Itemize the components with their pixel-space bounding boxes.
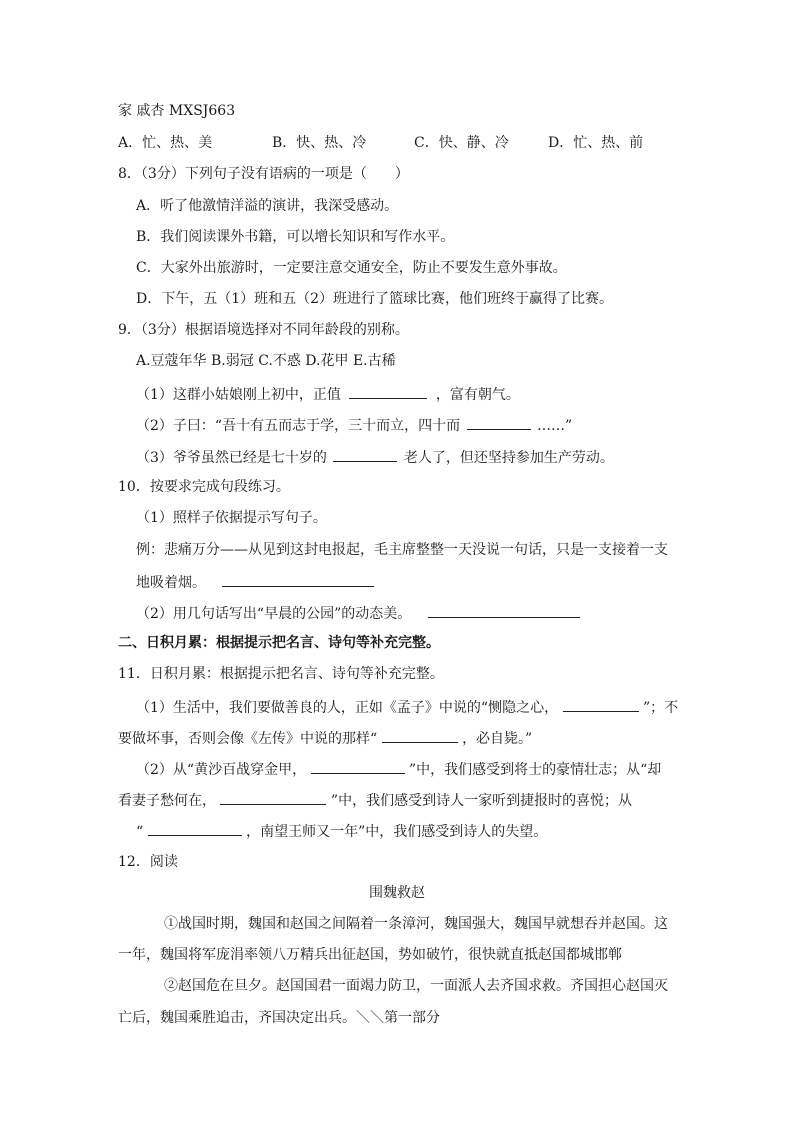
q11-l4-after: ”中，我们感受到诗人一家听到捷报时的喜悦；从 [330, 793, 633, 809]
q10-example-end: 地吸着烟。 [136, 575, 206, 591]
q9-sentence-3 [136, 446, 614, 468]
q10-answer-2-blank[interactable] [428, 602, 580, 618]
reading-para-1-line-1: ①战国时期，魏国和赵国之间隔着一条漳河，魏国强大，魏国早就想吞并赵国。这 [164, 916, 668, 932]
q11-line-4 [118, 789, 632, 811]
q9-s3-blank[interactable] [333, 446, 397, 462]
q11-l2-before: 要做坏事，否则会像《左传》中说的那样“ [118, 731, 378, 747]
q11-blank-1[interactable] [563, 696, 639, 712]
q8-stem: 8．（3分）下列句子没有语病的一项是（ ） [118, 166, 409, 182]
q9-stem: 9．（3分）根据语境选择对不同年龄段的别称。 [118, 322, 409, 338]
q9-s2-blank[interactable] [467, 414, 531, 430]
q7-option-c: C．快、静、冷 [414, 135, 509, 151]
q11-l1-before: （1）生活中，我们要做善良的人，正如《孟子》中说的“恻隐之心， [136, 700, 559, 716]
q10-stem: 10．按要求完成句段练习。 [118, 479, 290, 495]
q11-l3-after: ”中，我们感受到将士的豪情壮志；从“却 [408, 762, 662, 778]
q10-example-line-1: 例：悲痛万分——从见到这封电报起，毛主席整整一天没说一句话，只是一支接着一支 [136, 542, 668, 558]
q10-answer-1-blank[interactable] [222, 571, 374, 587]
q10-example-line-2 [136, 571, 374, 593]
q9-sentence-2 [136, 414, 572, 436]
q11-line-2 [118, 727, 532, 749]
q9-s1-after: ，富有朝气。 [435, 387, 520, 403]
q9-s2-before: （2）子曰：“吾十有五而志于学，三十而立，四十而 [136, 418, 461, 434]
q7-option-d: D．忙、热、前 [548, 135, 644, 151]
q11-stem: 11．日积月累：根据提示把名言、诗句等补充完整。 [118, 666, 444, 682]
q10-part-2 [136, 602, 580, 624]
q11-line-5 [136, 820, 547, 842]
q11-blank-4[interactable] [220, 789, 326, 805]
reading-para-2-line-1: ②赵国危在旦夕。赵国国君一面竭力防卫，一面派人去齐国求救。齐国担心赵国灭 [164, 978, 668, 994]
q9-s1-blank[interactable] [349, 383, 427, 399]
q11-line-3 [136, 758, 661, 780]
q10-part-1: （1）照样子依据提示写句子。 [136, 510, 327, 526]
q11-blank-2[interactable] [382, 727, 458, 743]
q8-option-a: A．听了他激情洋溢的演讲，我深受感动。 [136, 198, 399, 214]
q9-s3-after: 老人了，但还坚持参加生产劳动。 [403, 450, 614, 466]
q7-option-a: A．忙、热、美 [118, 135, 213, 151]
q9-choices: A.豆蔻年华 B.弱冠 C.不惑 D.花甲 E.古稀 [136, 353, 396, 369]
q9-sentence-1 [136, 383, 520, 405]
q9-s1-before: （1）这群小姑娘刚上初中，正值 [136, 387, 341, 403]
q9-s2-after: ……” [536, 418, 573, 434]
q8-option-c: C．大家外出旅游时，一定要注意交通安全，防止不要发生意外事故。 [136, 260, 567, 276]
q11-l5-after: ，南望王师又一年”中，我们感受到诗人的失望。 [246, 824, 548, 840]
reading-para-1-line-2: 一年，魏国将军庞涓率领八万精兵出征赵国，势如破竹，很快就直抵赵国都城邯郸 [118, 947, 622, 963]
q11-l5-before: “ [136, 824, 144, 840]
reading-title: 围魏救赵 [369, 885, 425, 901]
q11-l4-before: 看妻子愁何在， [118, 793, 216, 809]
q8-option-b: B．我们阅读课外书籍，可以增长知识和写作水平。 [136, 229, 455, 245]
section-2-heading: 二、日积月累：根据提示把名言、诗句等补充完整。 [118, 635, 440, 651]
q9-s3-before: （3）爷爷虽然已经是七十岁的 [136, 450, 327, 466]
header-line: 家 戚杏 MXSJ663 [118, 103, 236, 119]
q11-l2-after: ，必自毙。” [462, 731, 533, 747]
q8-option-d: D．下午，五（1）班和五（2）班进行了篮球比赛，他们班终于赢得了比赛。 [136, 291, 614, 307]
q11-blank-5[interactable] [148, 820, 242, 836]
q11-l3-before: （2）从“黄沙百战穿金甲， [136, 762, 307, 778]
q11-line-1 [136, 696, 678, 718]
q7-option-b: B．快、热、冷 [272, 135, 367, 151]
q11-l1-after: ”；不 [642, 700, 679, 716]
reading-para-2-line-2: 亡后，魏国乘胜追击，齐国决定出兵。＼＼第一部分 [118, 1010, 440, 1026]
q10-part-2-text: （2）用几句话写出“早晨的公园”的动态美。 [136, 606, 412, 622]
q11-blank-3[interactable] [311, 758, 405, 774]
q12-stem: 12．阅读 [118, 854, 178, 870]
